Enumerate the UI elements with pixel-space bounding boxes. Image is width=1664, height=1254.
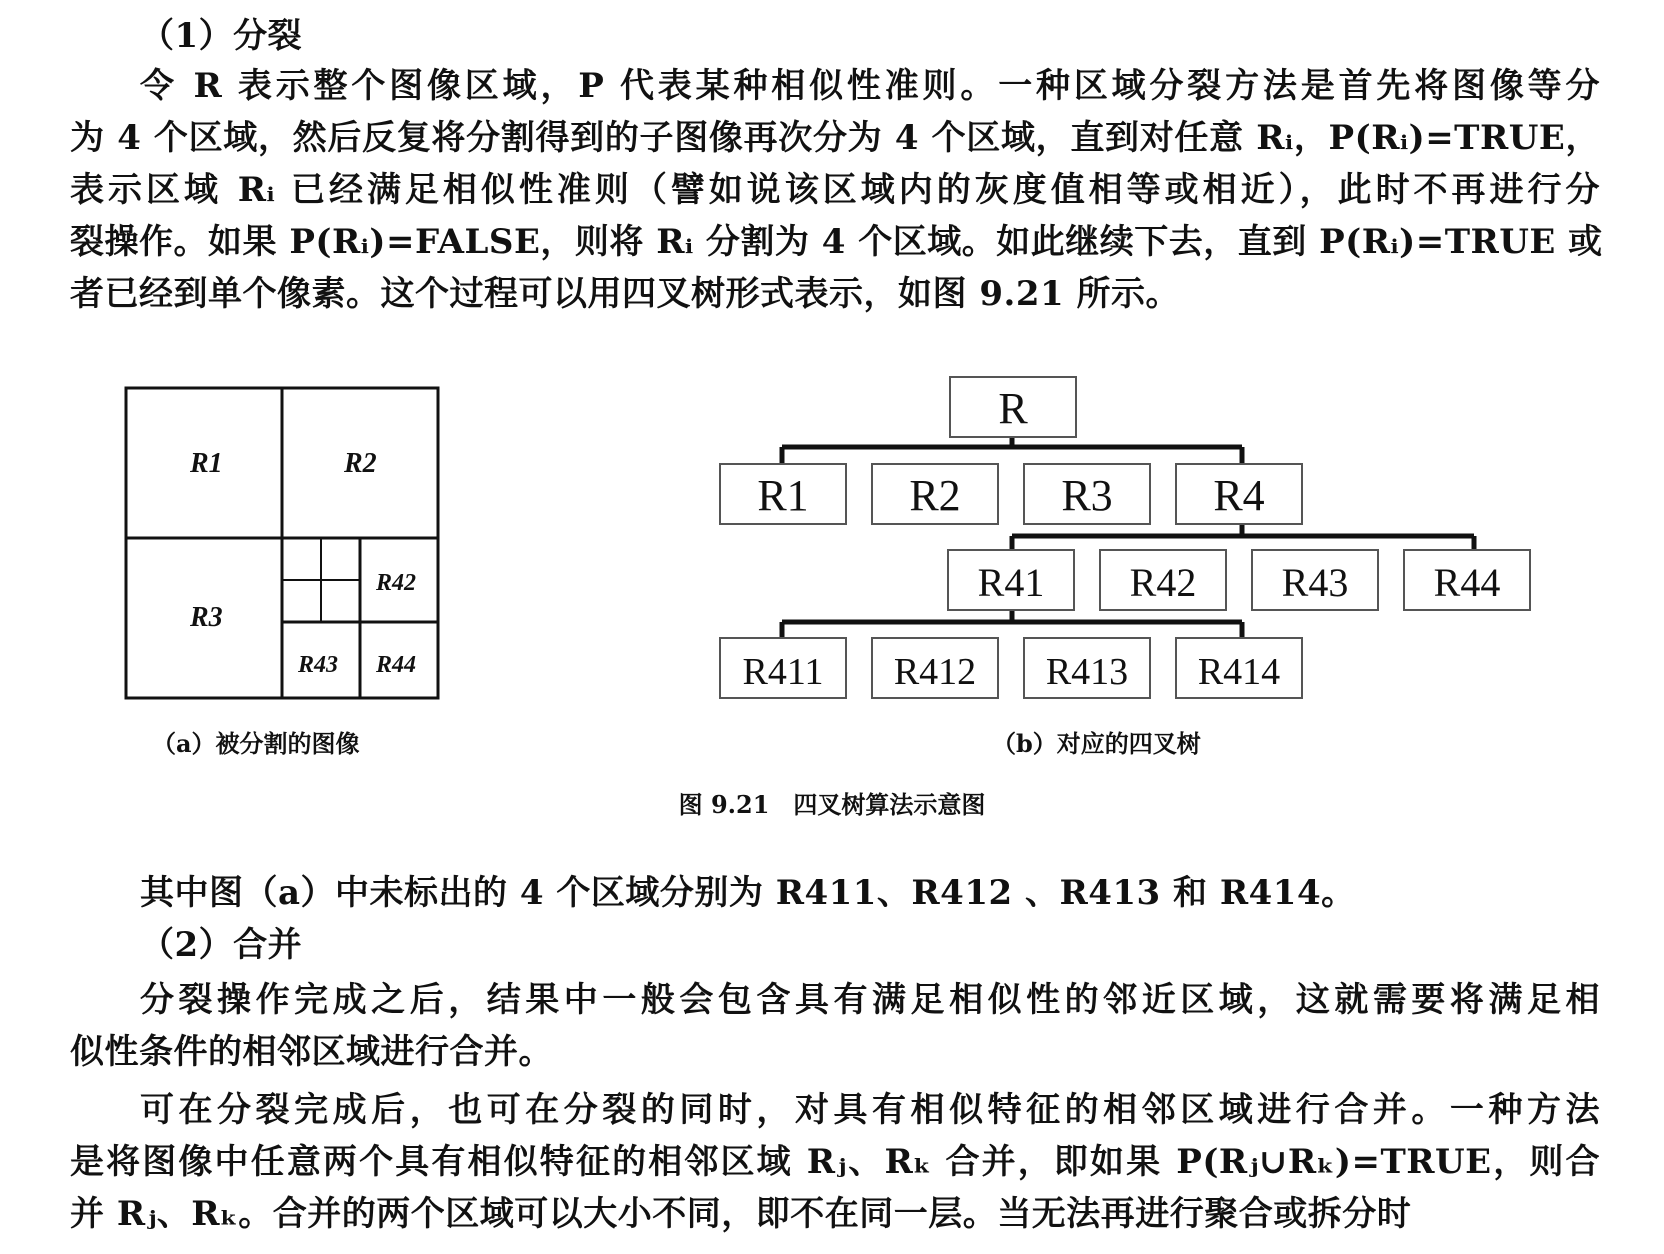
- tree-label-r412: R412: [893, 651, 977, 693]
- partition-label-r1: R1: [190, 448, 223, 479]
- partition-label-r43: R43: [298, 652, 339, 678]
- paragraph-line: 为 4 个区域，然后反复将分割得到的子图像再次分为 4 个区域，直到对任意 Rᵢ，P(Rᵢ)=TRUE，: [70, 118, 1600, 158]
- partition-label-r3: R3: [190, 602, 223, 633]
- tree-label-r3: R3: [1061, 471, 1113, 520]
- tree-label-r414: R414: [1197, 651, 1281, 693]
- section-heading-merge: （2）合并: [140, 925, 303, 965]
- tree-label-r41: R41: [977, 560, 1045, 605]
- tree-label-root: R: [998, 384, 1028, 433]
- paragraph-line: 令 R 表示整个图像区域，P 代表某种相似性准则。一种区域分裂方法是首先将图像等分: [140, 66, 1600, 106]
- quadtree: [720, 377, 1530, 698]
- paragraph-line: 是将图像中任意两个具有相似特征的相邻区域 Rⱼ、Rₖ 合并，即如果 P(Rⱼ∪Rₖ)=TRUE，则合: [70, 1142, 1600, 1182]
- partition-label-r44: R44: [376, 652, 417, 678]
- partition-label-r2: R2: [344, 448, 377, 479]
- paragraph-line: 似性条件的相邻区域进行合并。: [70, 1032, 553, 1072]
- paragraph-line: 可在分裂完成后，也可在分裂的同时，对具有相似特征的相邻区域进行合并。一种方法: [140, 1090, 1600, 1130]
- tree-label-r42: R42: [1129, 560, 1197, 605]
- section-heading-split: （1）分裂: [140, 16, 303, 56]
- paragraph-line: 表示区域 Rᵢ 已经满足相似性准则（譬如说该区域内的灰度值相等或相近），此时不再进行分: [70, 170, 1600, 210]
- tree-label-r43: R43: [1281, 560, 1349, 605]
- tree-label-r411: R411: [742, 651, 824, 693]
- paragraph-line: 裂操作。如果 P(Rᵢ)=FALSE，则将 Rᵢ 分割为 4 个区域。如此继续下去，直到 P(Rᵢ)=TRUE 或: [70, 222, 1603, 262]
- caption-b: （b）对应的四叉树: [992, 729, 1201, 758]
- figure-title: 图 9.21 四叉树算法示意图: [678, 790, 986, 819]
- paragraph-line: 者已经到单个像素。这个过程可以用四叉树形式表示，如图 9.21 所示。: [70, 274, 1180, 314]
- paragraph-line: 并 Rⱼ、Rₖ。合并的两个区域可以大小不同，即不在同一层。当无法再进行聚合或拆分时: [70, 1194, 1412, 1234]
- partition-label-r42: R42: [376, 570, 417, 596]
- caption-a: （a）被分割的图像: [152, 729, 360, 758]
- paragraph-line: 分裂操作完成之后，结果中一般会包含具有满足相似性的邻近区域，这就需要将满足相: [140, 980, 1600, 1020]
- tree-label-r4: R4: [1213, 471, 1265, 520]
- note-line: 其中图（a）中未标出的 4 个区域分别为 R411、R412 、R413 和 R414。: [140, 873, 1356, 913]
- tree-label-r1: R1: [757, 471, 809, 520]
- tree-label-r413: R413: [1045, 651, 1129, 693]
- tree-label-r44: R44: [1433, 560, 1501, 605]
- tree-label-r2: R2: [909, 471, 961, 520]
